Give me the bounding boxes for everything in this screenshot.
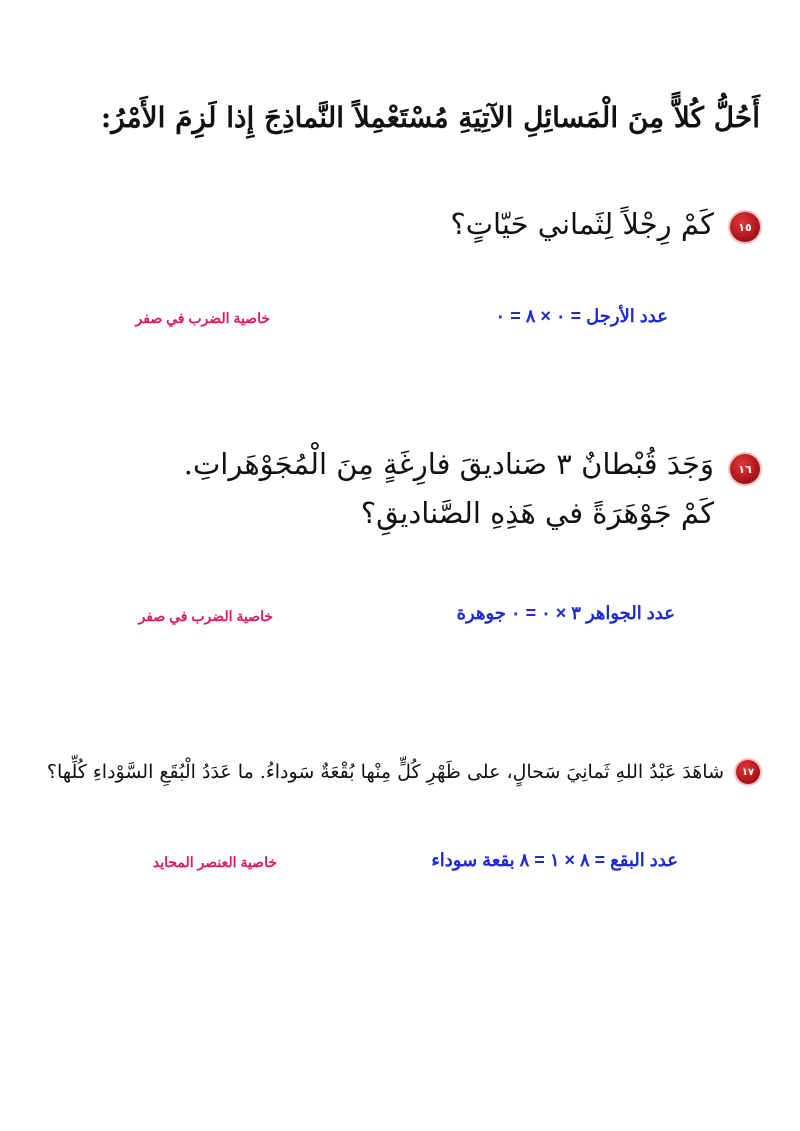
question-text	[40, 440, 714, 539]
property-label: خاصية العنصر المحايد	[152, 854, 277, 870]
question-line: كَمْ رِجْلاً لِثَماني حَيّاتٍ؟	[450, 207, 714, 241]
property-label: خاصية الضرب في صفر	[135, 310, 270, 326]
problem-number-badge: ١٥	[730, 212, 760, 242]
property-label: خاصية الضرب في صفر	[138, 608, 273, 624]
problem-17	[40, 760, 760, 800]
question-line: شاهَدَ عَبْدُ اللهِ ثَمانِيَ سَحالٍ، على ظَهْرِ كُلٍّ مِنْها بُقْعَةٌ سَوداءُ. ما عَدَدُ الْبُقَعِ السَّوْداءِ كُلِّها؟	[46, 761, 724, 783]
answer-text: عدد البقع = ٨ × ١ = ٨ بقعة سوداء	[431, 850, 678, 870]
problem-15	[40, 200, 760, 260]
question-text	[40, 756, 724, 788]
question-text	[40, 200, 714, 249]
problem-number-badge: ١٦	[730, 454, 760, 484]
problem-16	[40, 448, 760, 568]
answer-text: عدد الأرجل = ٠ × ٨ = ٠	[495, 306, 668, 326]
problem-number-badge: ١٧	[736, 760, 760, 784]
question-line: وَجَدَ قُبْطانٌ ٣ صَناديقَ فارِغَةٍ مِنَ الْمُجَوْهَراتِ.	[183, 447, 714, 481]
answer-text: عدد الجواهر ٣ × ٠ = ٠ جوهرة	[456, 603, 675, 623]
instruction-heading: أَحُلُّ كُلاًّ مِنَ الْمَسائِلِ الآتِيَةِ مُسْتَعْمِلاً النَّماذِجَ إِذا لَزِمَ الأَمْرُ:	[100, 101, 760, 134]
question-line: كَمْ جَوْهَرَةً في هَذِهِ الصَّناديقِ؟	[360, 496, 714, 531]
